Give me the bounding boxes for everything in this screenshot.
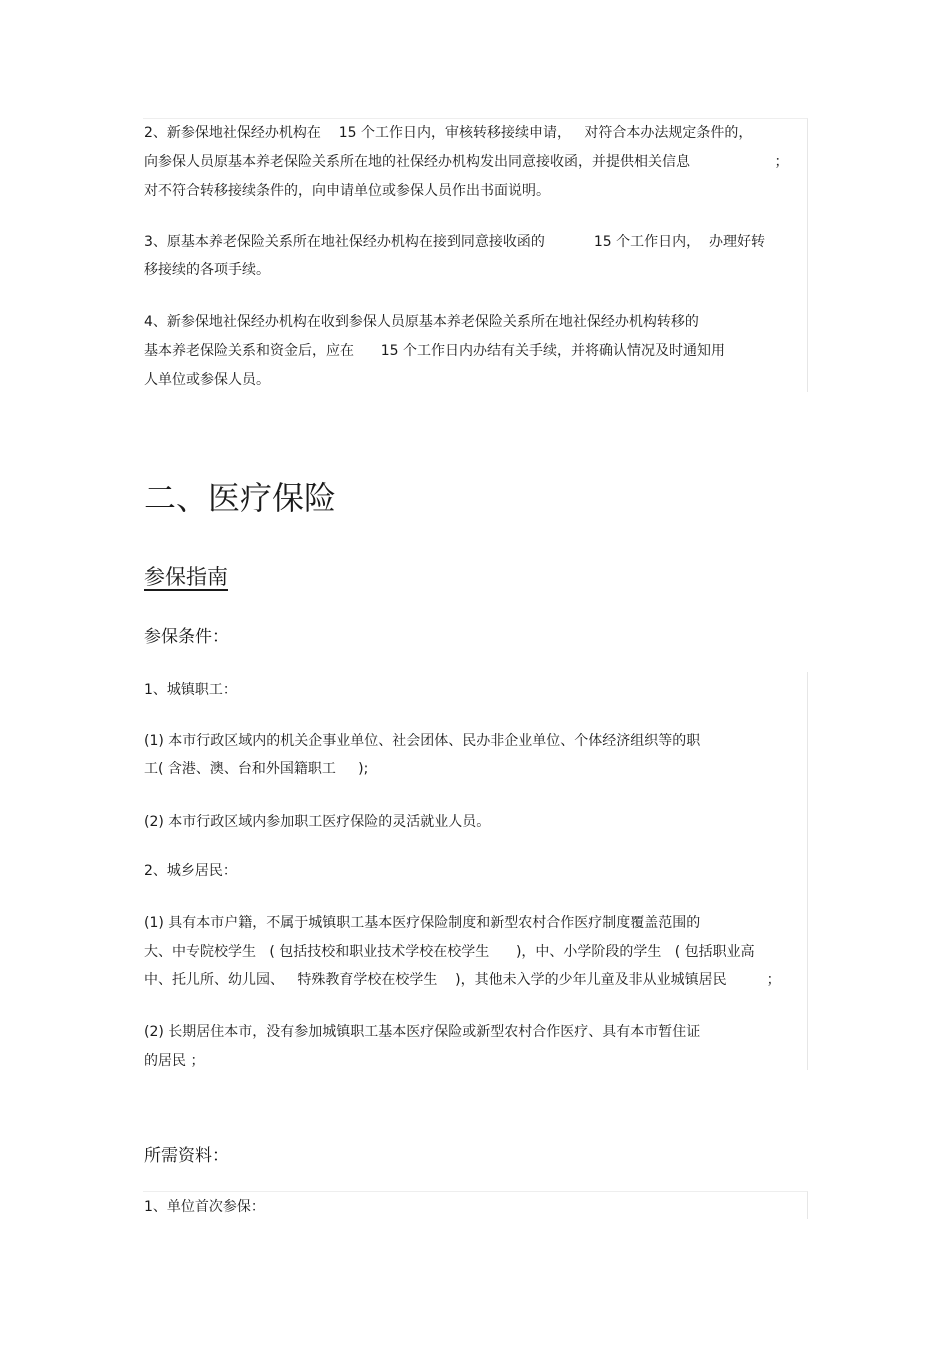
step2-line-1: 2、新参保地社保经办机构在 15 个工作日内，审核转移接续申请， 对符合本办法规定条件的， [144, 125, 753, 141]
urban-workers-item1-line-2: 工( 含港、澳、台和外国籍职工 ); [144, 761, 369, 777]
guide-title: 参保指南 [144, 565, 228, 589]
section-title: 二、医疗保险 [144, 479, 337, 517]
materials-first-heading: 1、单位首次参保： [144, 1199, 265, 1215]
step4-line-2: 基本养老保险关系和资金后，应在 15 个工作日内办结有关手续，并将确认情况及时通知用 [144, 343, 725, 359]
materials-title: 所需资料： [144, 1146, 229, 1166]
step2-line-2: 向参保人员原基本养老保险关系所在地的社保经办机构发出同意接收函，并提供相关信息 ； [144, 154, 789, 170]
step3-line-1: 3、原基本养老保险关系所在地社保经办机构在接到同意接收函的 15 个工作日内， 办理好转 [144, 234, 766, 250]
conditions-title: 参保条件： [144, 627, 229, 647]
urban-workers-item1-line-1: (1) 本市行政区域内的机关企事业单位、社会团体、民办非企业单位、个体经济组织等的职 [144, 733, 701, 749]
urban-workers-heading: 1、城镇职工： [144, 682, 237, 698]
step4-line-3: 人单位或参保人员。 [144, 372, 270, 388]
step3-line-2: 移接续的各项手续。 [144, 262, 270, 278]
residents-item2-line-2: 的居民 ； [144, 1053, 205, 1069]
residents-item1-line-1: (1) 具有本市户籍，不属于城镇职工基本医疗保险制度和新型农村合作医疗制度覆盖范围的 [144, 915, 701, 931]
residents-item2-line-1: (2) 长期居住本市，没有参加城镇职工基本医疗保险或新型农村合作医疗、具有本市暂住证 [144, 1024, 701, 1040]
residents-item1-line-2: 大、中专院校学生 ( 包括技校和职业技术学校在校学生 )，中、小学阶段的学生 ( 包括职业高 [144, 944, 755, 960]
residents-heading: 2、城乡居民： [144, 863, 237, 879]
residents-item1-line-3: 中、托儿所、幼儿园、 特殊教育学校在校学生 )，其他未入学的少年儿童及非从业城镇居民 ； [144, 972, 781, 988]
urban-workers-item2: (2) 本市行政区域内参加职工医疗保险的灵活就业人员。 [144, 814, 491, 830]
step2-line-3: 对不符合转移接续条件的，向申请单位或参保人员作出书面说明。 [144, 183, 550, 199]
step4-line-1: 4、新参保地社保经办机构在收到参保人员原基本养老保险关系所在地社保经办机构转移的 [144, 314, 699, 330]
